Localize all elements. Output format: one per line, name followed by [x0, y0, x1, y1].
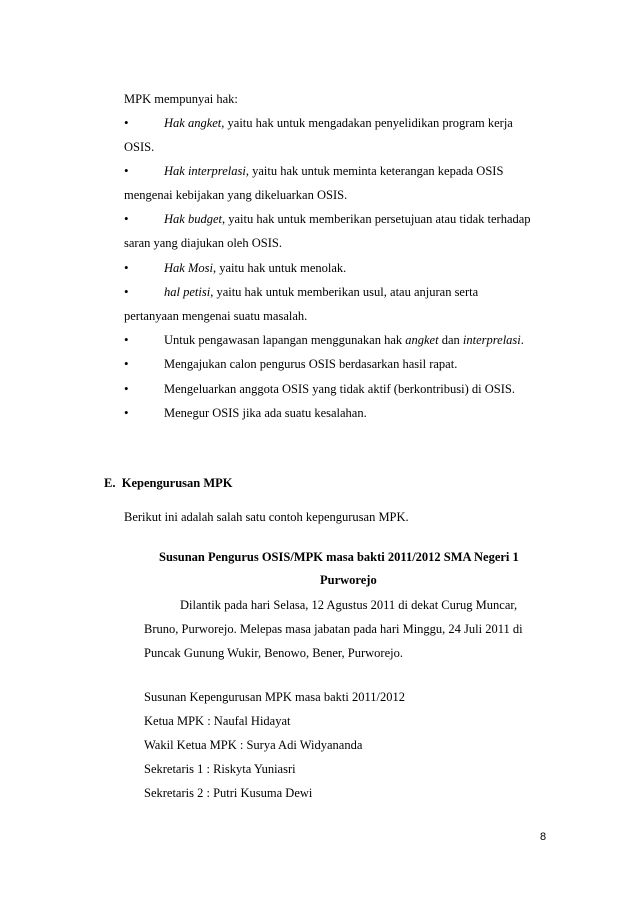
term: Hak angket — [164, 116, 222, 130]
page-number: 8 — [540, 831, 547, 843]
bullet-symbol: • — [124, 381, 129, 396]
term: hal petisi — [164, 285, 211, 299]
roster-item: Wakil Ketua MPK : Surya Adi Widyananda — [144, 738, 363, 752]
section-intro: Berikut ini adalah salah satu contoh kepengurusan MPK. — [124, 510, 409, 524]
term: interprelasi — [462, 333, 521, 347]
structure-heading-cont: Purworejo — [320, 573, 377, 587]
list-item: Untuk pengawasan lapangan menggunakan hak angket dan interprelasi. — [164, 333, 524, 347]
term: Hak budget — [164, 212, 222, 226]
bullet-symbol: • — [124, 115, 129, 130]
paragraph-line: Bruno, Purworejo. Melepas masa jabatan pada hari Minggu, 24 Juli 2011 di — [144, 622, 523, 636]
list-item: Menegur OSIS jika ada suatu kesalahan. — [164, 406, 367, 420]
list-item: Mengajukan calon pengurus OSIS berdasarkan hasil rapat. — [164, 357, 458, 371]
bullet-symbol: • — [124, 356, 129, 371]
roster-item: Sekretaris 2 : Putri Kusuma Dewi — [144, 786, 313, 800]
section-letter: E. — [104, 476, 116, 490]
roster-title: Susunan Kepengurusan MPK masa bakti 2011/2012 — [144, 690, 405, 704]
list-item: Hak interprelasi, yaitu hak untuk meminta keterangan kepada OSIS — [164, 164, 504, 178]
bullet-symbol: • — [124, 260, 129, 275]
list-item-continuation: OSIS. — [124, 140, 155, 154]
bullet-symbol: • — [124, 284, 129, 299]
bullet-symbol: • — [124, 211, 129, 226]
list-item-continuation: pertanyaan mengenai suatu masalah. — [124, 309, 308, 323]
term: angket — [405, 333, 439, 347]
section-heading — [104, 475, 233, 491]
paragraph-line: Dilantik pada hari Selasa, 12 Agustus 2011 di dekat Curug Muncar, — [180, 598, 518, 612]
roster-item: Ketua MPK : Naufal Hidayat — [144, 714, 291, 728]
list-item: hal petisi, yaitu hak untuk memberikan usul, atau anjuran serta — [164, 285, 479, 299]
bullet-symbol: • — [124, 405, 129, 420]
list-item: Hak angket, yaitu hak untuk mengadakan penyelidikan program kerja — [164, 116, 513, 130]
rights-intro: MPK mempunyai hak: — [124, 92, 238, 106]
list-item: Mengeluarkan anggota OSIS yang tidak aktif (berkontribusi) di OSIS. — [164, 382, 515, 396]
roster-item: Sekretaris 1 : Riskyta Yuniasri — [144, 762, 296, 776]
bullet-symbol: • — [124, 163, 129, 178]
list-item-continuation: mengenai kebijakan yang dikeluarkan OSIS. — [124, 188, 348, 202]
list-item: Hak Mosi, yaitu hak untuk menolak. — [164, 261, 347, 275]
term: Hak Mosi — [164, 261, 213, 275]
list-item-continuation: saran yang diajukan oleh OSIS. — [124, 236, 282, 250]
term: Hak interprelasi — [164, 164, 246, 178]
section-title: Kepengurusan MPK — [121, 476, 233, 490]
list-item: Hak budget, yaitu hak untuk memberikan persetujuan atau tidak terhadap — [164, 212, 531, 226]
structure-heading: Susunan Pengurus OSIS/MPK masa bakti 2011/2012 SMA Negeri 1 — [159, 550, 519, 564]
bullet-symbol: • — [124, 332, 129, 347]
paragraph-line: Puncak Gunung Wukir, Benowo, Bener, Purworejo. — [144, 646, 403, 660]
